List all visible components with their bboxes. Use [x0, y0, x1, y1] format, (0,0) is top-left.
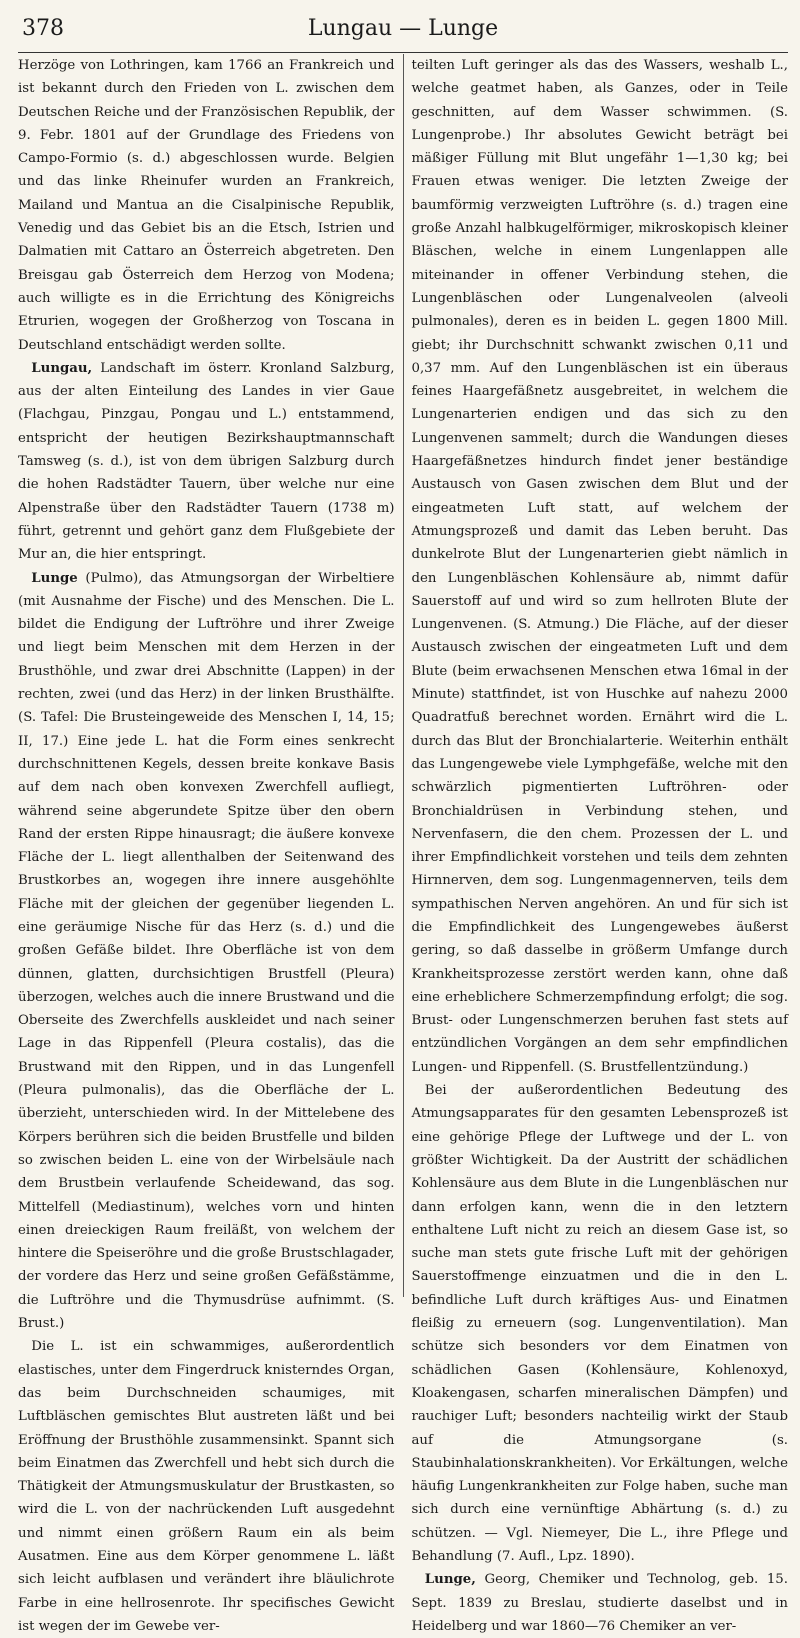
column-divider	[403, 54, 404, 1297]
paragraph-text: Bei der außerordentlichen Bedeutung des Atmungsapparates für den gesamten Lebensprozeß ist eine gehörige Pflege der Luftwege und der L. von größter Wichtigkeit. Da der Austritt der schädlichen Kohlensäure aus dem Blute in die Lungenbläschen nur dann erfolgen kann, wenn die in den letztern enthaltene Luft nicht zu reich an diesem Gase ist, so suche man stets gute frische Luft mit der gehörigen Sauerstoffmenge einzuatmen und die in den L. befindliche Luft durch kräftiges Aus- und Einatmen fleißig zu erneuern (sog. Lungenventilation). Man schütze sich besonders vor dem Einatmen von schädlichen Gasen (Kohlensäure, Kohlenoxyd, Kloakengasen, scharfen mineralischen Dämpfen) und rauchiger Luft; besonders nachteilig wirkt der Staub auf die Atmungsorgane (s. Staubinhalationskrankheiten). Vor Erkältungen, welche häufig Lungenkrankheiten zur Folge haben, suche man sich durch eine vernünftige Abhärtung (s. d.) zu schützen. — Vgl. Niemeyer, Die L., ihre Pflege und Behandlung (7. Aufl., Lpz. 1890).	[411, 1083, 788, 1564]
text-columns	[18, 54, 788, 1634]
paragraph	[18, 54, 395, 357]
running-title: Lungau — Lunge	[307, 16, 499, 41]
paragraph	[412, 54, 789, 1079]
paragraph-text: (Pulmo), das Atmungsorgan der Wirbeltiere (mit Ausnahme der Fische) und des Menschen. Die L. bildet die Endigung der Luftröhre und ihrer Zweige und liegt beim Menschen mit dem Herzen in der Brusthöhle, und zwar drei Abschnitte (Lappen) in der rechten, zwei (und das Herz) in der linken Brusthälfte. (S. Tafel: Die Brusteingeweide des Menschen I, 14, 15; II, 17.) Eine jede L. hat die Form eines senkrecht durchschnittenen Kegels, dessen breite konkave Basis auf dem nach oben konvexen Zwerchfell aufliegt, während seine abgerundete Spitze über den obern Rand der ersten Rippe hinausragt; die äußere konvexe Fläche der L. liegt allenthalben der Seitenwand des Brustkorbes an, wogegen ihre innere ausgehöhlte Fläche mit der gleichen der gegenüber liegenden L. eine geräumige Nische für das Herz (s. d.) und die großen Gefäße bildet. Ihre Oberfläche ist von dem dünnen, glatten, durchsichtigen Brustfell (Pleura) überzogen, welches auch die innere Brustwand und die Oberseite des Zwerchfells auskleidet und nach seiner Lage in das Rippenfell (Pleura costalis), das die Brustwand mit den Rippen, und in das Lungenfell (Pleura pulmonalis), das die Oberfläche der L. überzieht, unterschieden wird. In der Mittelebene des Körpers berühren sich die beiden Brustfelle und bilden so zwischen beiden L. eine von der Wirbelsäule nach dem Brustbein verlaufende Scheidewand, das sog. Mittelfell (Mediastinum), welches vorn und hinten einen dreieckigen Raum freiläßt, von welchem der hintere die Speiseröhre und die große Brustschlagader, der vordere das Herz und seine großen Gefäßstämme, die Luftröhre und die Thymusdrüse aufnimmt. (S. Brust.)	[18, 570, 395, 1332]
page-header	[18, 12, 788, 53]
entry-headword: Lunge	[31, 570, 78, 586]
paragraph-text: Landschaft im österr. Kronland Salzburg, aus der alten Einteilung des Landes in vier Gaue (Flachgau, Pinzgau, Pongau und L.) entstammend, entspricht der heutigen Bezirkshauptmannschaft Tamsweg (s. d.), ist von dem übrigen Salzburg durch die hohen Radstädter Tauern, über welche nur eine Alpenstraße über den Radstädter Tauern (1738 m) führt, getrennt und gehört ganz dem Flußgebiete der Mur an, die hier entspringt.	[18, 360, 395, 563]
left-column	[18, 54, 395, 1634]
paragraph-text: Georg, Chemiker und Technolog, geb. 15. Sept. 1839 zu Breslau, studierte daselbst und in Heidelberg und war 1860—76 Chemiker an ver-	[411, 1572, 788, 1634]
page-number: 378	[22, 16, 64, 41]
right-column	[411, 54, 789, 1634]
paragraph	[18, 357, 395, 567]
paragraph-text: Die L. ist ein schwammiges, außerordentlich elastisches, unter dem Fingerdruck knisterndes Organ, das beim Durchschneiden schaumiges, mit Luftbläschen gemischtes Blut austreten läßt und bei Eröffnung der Brusthöhle zusammensinkt. Spannt sich beim Einatmen das Zwerchfell und hebt sich durch die Thätigkeit der Atmungsmuskulatur der Brustkasten, so wird die L. von der nachrückenden Luft ausgedehnt und nimmt einen größern Raum ein als beim Ausatmen. Eine aus dem Körper genommene L. läßt sich leicht aufblasen und verändert ihre bläulichrote Farbe in eine hellrosenrote. Ihr specifisches Gewicht ist wegen der im Gewebe ver-	[18, 1339, 395, 1634]
paragraph	[412, 1079, 789, 1568]
entry-headword: Lungau,	[31, 360, 93, 376]
paragraph	[18, 1335, 395, 1638]
paragraph	[412, 1568, 789, 1638]
paragraph-text: Herzöge von Lothringen, kam 1766 an Frankreich und ist bekannt durch den Frieden von L. zwischen dem Deutschen Reiche und der Französischen Republik, der 9. Febr. 1801 auf der Grundlage des Friedens von Campo-Formio (s. d.) abgeschlossen wurde. Belgien und das linke Rheinufer wurden an Frankreich, Mailand und Mantua an die Cisalpinische Republik, Venedig und das Gebiet bis an die Etsch, Istrien und Dalmatien mit Cattaro an Österreich abgetreten. Den Breisgau gab Österreich dem Herzog von Modena; auch willigte es in die Errichtung des Königreichs Etrurien, wogegen der Großherzog von Toscana in Deutschland entschädigt werden sollte.	[18, 58, 395, 353]
paragraph	[18, 567, 395, 1336]
entry-headword: Lunge,	[424, 1572, 476, 1588]
paragraph-text: teilten Luft geringer als das des Wassers, weshalb L., welche geatmet haben, als Ganzes, oder in Teile geschnitten, auf dem Wasser schwimmen. (S. Lungenprobe.) Ihr absolutes Gewicht beträgt bei mäßiger Füllung mit Blut ungefähr 1—1,30 kg; bei Frauen etwas weniger. Die letzten Zweige der baumförmig verzweigten Luftröhre (s. d.) tragen eine große Anzahl halbkugelförmiger, mikroskopisch kleiner Bläschen, welche in einem Lungenlappen alle miteinander in offener Verbindung stehen, die Lungenbläschen oder Lungenalveolen (alveoli pulmonales), deren es in beiden L. gegen 1800 Mill. giebt; ihr Durchschnitt schwankt zwischen 0,11 und 0,37 mm. Auf den Lungenbläschen ist ein überaus feines Haargefäßnetz ausgebreitet, in welchem die Lungenarterien endigen und das sich zu den Lungenvenen sammelt; durch die Wandungen dieses Haargefäßnetzes hindurch findet jener beständige Austausch von Gasen zwischen dem Blut und der eingeatmeten Luft statt, auf welchem der Atmungsprozeß und damit das Leben beruht. Das dunkelrote Blut der Lungenarterien giebt nämlich in den Lungenbläschen Kohlensäure ab, nimmt dafür Sauerstoff auf und wird so zum hellroten Blute der Lungenvenen. (S. Atmung.) Die Fläche, auf der dieser Austausch zwischen der eingeatmeten Luft und dem Blute (beim erwachsenen Menschen etwa 16mal in der Minute) stattfindet, ist von Huschke auf nahezu 2000 Quadratfuß berechnet worden. Ernährt wird die L. durch das Blut der Bronchialarterie. Weiterhin enthält das Lungengewebe viele Lymphgefäße, welche mit den schwärzlich pigmentierten Luftröhren- oder Bronchialdrüsen in Verbindung stehen, und Nervenfasern, die den chem. Prozessen der L. und ihrer Empfindlichkeit vorstehen und teils dem zehnten Hirnnerven, dem sog. Lungenmagennerven, teils dem sympathischen Nerven angehören. An und für sich ist die Empfindlichkeit des Lungengewebes äußerst gering, so daß dasselbe in größerm Umfange durch Krankheitsprozesse zerstört werden kann, ohne daß eine erheblichere Schmerzempfindung erfolgt; die sog. Brust- oder Lungenschmerzen beruhen fast stets auf entzündlichen Vorgängen an dem sehr empfindlichen Lungen- und Rippenfell. (S. Brustfellentzündung.)	[411, 58, 788, 1075]
